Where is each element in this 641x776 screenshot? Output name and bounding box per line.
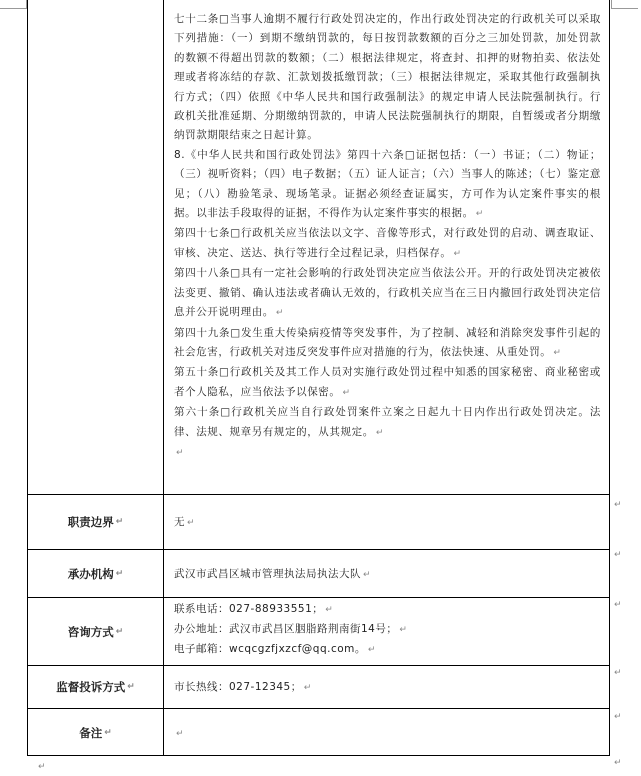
- remark-label: 备注 ↵: [28, 709, 164, 756]
- trailing-paragraph-mark: ↵: [38, 762, 46, 772]
- consult-phone: 联系电话：027-88933551； ↵: [174, 603, 334, 615]
- consult-label: 咨询方式 ↵: [28, 598, 164, 665]
- consult-row: [28, 597, 609, 665]
- consult-value-cell: [164, 598, 609, 665]
- boundary-value-cell: [164, 495, 609, 549]
- info-table: [27, 0, 610, 756]
- complaint-label: 监督投诉方式 ↵: [28, 666, 164, 708]
- boundary-value: 无 ↵: [174, 516, 196, 528]
- row-end-mark: ↵: [614, 550, 622, 560]
- crop-mark-top-right: [611, 0, 638, 9]
- legal-paragraph: 第四十七条□行政机关应当依法以文字、音像等形式，对行政处罚的启动、调查取证、审核、决定、送达、执行等进行全过程记录，归档保存。 ↵: [174, 227, 601, 259]
- row-end-mark: ↵: [614, 600, 622, 610]
- legal-paragraph: 第四十八条□具有一定社会影响的行政处罚决定应当依法公开。开的行政处罚决定被依法变更、撤销、确认违法或者确认无效的，行政机关应当在三日内撤回行政处罚决定信息并公开说明理由。 ↵: [174, 267, 601, 319]
- agency-label: 承办机构 ↵: [28, 550, 164, 597]
- complaint-value-cell: [164, 666, 609, 708]
- agency-row: [28, 549, 609, 597]
- legal-text-cell: [164, 0, 609, 494]
- legal-paragraph: 8.《中华人民共和国行政处罚法》第四十六条□证据包括：（一）书证；（二）物证；（三）视听资料；（四）电子数据；（五）证人证言；（六）当事人的陈述；（七）鉴定意见；（八）勘验笔录、现场笔录。证据必须经查证属实，方可作为认定案件事实的根据。以非法手段取得的证据，不得作为认定案件事实的根据。 ↵: [174, 148, 601, 220]
- row-end-mark: ↵: [614, 712, 622, 722]
- paragraph-mark: ↵: [176, 447, 185, 458]
- crop-mark-top-left: [0, 0, 27, 9]
- consult-email: 电子邮箱：wcqcgzfjxzcf@qq.com。 ↵: [174, 643, 376, 655]
- complaint-value: 市长热线：027-12345； ↵: [174, 681, 312, 693]
- legal-paragraph: 第五十条□行政机关及其工作人员对实施行政处罚过程中知悉的国家秘密、商业秘密或者个人隐私，应当依法予以保密。 ↵: [174, 366, 601, 398]
- legal-text-label-cell: [28, 0, 164, 494]
- legal-paragraph: 七十二条□当事人逾期不履行行政处罚决定的，作出行政处罚决定的行政机关可以采取下列措施：（一）到期不缴纳罚款的，每日按罚款数额的百分之三加处罚款，加处罚款的数额不得超出罚款的数额；（二）根据法律规定，将查封、扣押的财物拍卖、依法处理或者将冻结的存款、汇款划拨抵缴罚款；（三）根据法律规定，采取其他行政强制执行方式；（四）依照《中华人民共和国行政强制法》的规定申请人民法院强制执行。行政机关批准延期、分期缴纳罚款的，申请人民法院强制执行的期限，自暂缓或者分期缴纳罚款期限结束之日起计算。: [174, 13, 601, 142]
- row-end-mark: ↵: [614, 758, 622, 768]
- row-end-mark: ↵: [614, 668, 622, 678]
- legal-text-row: [28, 0, 609, 494]
- boundary-label: 职责边界 ↵: [28, 495, 164, 549]
- legal-paragraph: 第四十九条□发生重大传染病疫情等突发事件，为了控制、减轻和消除突发事件引起的社会危害，行政机关对违反突发事件应对措施的行为，依法快速、从重处罚。 ↵: [174, 326, 601, 358]
- row-end-mark: ↵: [614, 500, 622, 510]
- consult-address: 办公地址：武汉市武昌区胭脂路荆南街14号； ↵: [174, 623, 408, 635]
- remark-value-cell: [164, 709, 609, 756]
- agency-value-cell: [164, 550, 609, 597]
- remark-row: [28, 708, 609, 756]
- legal-paragraph: 第六十条□行政机关应当自行政处罚案件立案之日起九十日内作出行政处罚决定。法律、法规、规章另有规定的，从其规定。 ↵: [174, 406, 601, 438]
- complaint-row: [28, 665, 609, 708]
- boundary-row: [28, 494, 609, 549]
- agency-value: 武汉市武昌区城市管理执法局执法大队 ↵: [174, 567, 372, 580]
- remark-value: ↵: [176, 728, 185, 739]
